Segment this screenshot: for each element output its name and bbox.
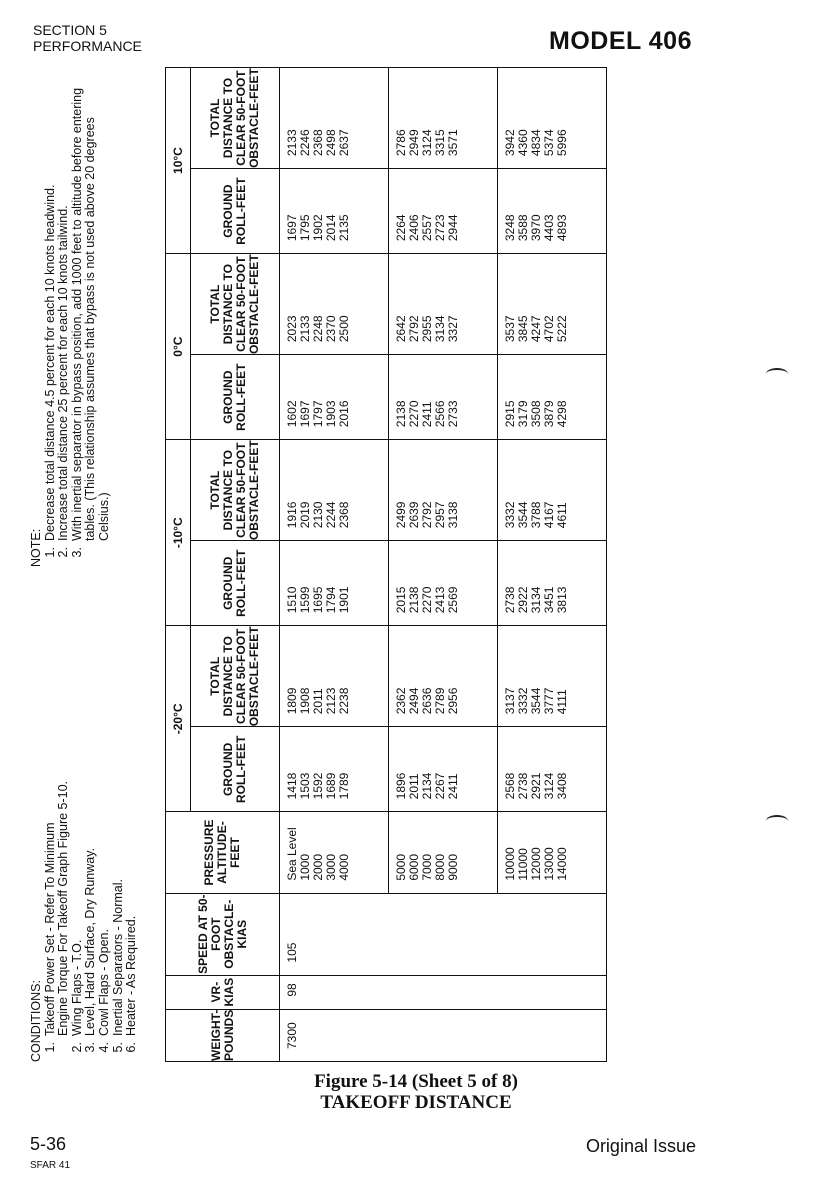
total-distance-value: 2639 bbox=[407, 501, 421, 529]
altitude-value: 6000 bbox=[407, 853, 421, 881]
total-distance-value: 2494 bbox=[407, 687, 421, 715]
item-text: Engine Torque For Takeoff Graph Figure 5-10. bbox=[56, 780, 71, 1036]
ground-roll-value: 4893 bbox=[555, 214, 569, 242]
total-distance-cell bbox=[498, 440, 607, 541]
total-distance-value: 3942 bbox=[503, 129, 517, 157]
total-distance-cell bbox=[280, 68, 389, 169]
item-number: 2. bbox=[69, 1042, 84, 1053]
total-distance-value: 2244 bbox=[324, 501, 338, 529]
item-number: 3. bbox=[69, 547, 84, 558]
item-number: 6. bbox=[124, 1042, 139, 1053]
total-distance-value: 2955 bbox=[420, 315, 434, 343]
ground-roll-value: 3508 bbox=[529, 400, 543, 428]
total-distance-value: 1809 bbox=[285, 687, 299, 715]
table-body bbox=[280, 68, 607, 1062]
ground-roll-value: 2723 bbox=[433, 214, 447, 242]
ground-roll-value: 1697 bbox=[285, 214, 299, 242]
ground-roll-value: 3408 bbox=[555, 772, 569, 800]
item-text: Celsius.) bbox=[96, 492, 111, 541]
total-distance-cell bbox=[389, 626, 498, 727]
temp-header-2: -10°C bbox=[166, 440, 191, 626]
ground-roll-value: 2738 bbox=[516, 772, 530, 800]
item-number bbox=[84, 541, 98, 567]
ground-roll-value: 3879 bbox=[542, 400, 556, 428]
item-number: 1. bbox=[42, 1042, 57, 1053]
ground-roll-cell bbox=[389, 355, 498, 440]
item-number: 2. bbox=[56, 547, 71, 558]
weight-cell: 7300 bbox=[280, 1009, 607, 1061]
ground-roll-value: 2733 bbox=[446, 400, 460, 428]
ground-roll-cell bbox=[280, 169, 389, 254]
list-item bbox=[125, 572, 139, 1062]
total-distance-value: 2238 bbox=[337, 687, 351, 715]
ground-roll-cell bbox=[498, 355, 607, 440]
ground-roll-value: 2138 bbox=[394, 400, 408, 428]
ground-roll-value: 3588 bbox=[516, 214, 530, 242]
total-distance-header: TOTAL DISTANCE TO CLEAR 50-FOOT OBSTACLE-FEET bbox=[191, 68, 280, 169]
total-distance-cell bbox=[280, 254, 389, 355]
total-distance-value: 3332 bbox=[503, 501, 517, 529]
total-distance-value: 2370 bbox=[324, 315, 338, 343]
total-distance-value: 2636 bbox=[420, 687, 434, 715]
conditions-list bbox=[44, 572, 139, 1062]
ground-roll-value: 2557 bbox=[420, 214, 434, 242]
ground-roll-value: 1592 bbox=[311, 772, 325, 800]
ground-roll-cell bbox=[389, 727, 498, 812]
total-distance-value: 5374 bbox=[542, 129, 556, 157]
ground-roll-value: 1901 bbox=[337, 586, 351, 614]
item-text: With inertial separator in bypass position, add 1000 feet to altitude before entering bbox=[69, 87, 84, 541]
total-distance-value: 3845 bbox=[516, 315, 530, 343]
ground-roll-cell bbox=[498, 727, 607, 812]
speed-header: SPEED AT 50-FOOT OBSTACLE-KIAS bbox=[166, 893, 280, 975]
total-distance-value: 3537 bbox=[503, 315, 517, 343]
ground-roll-value: 2135 bbox=[337, 214, 351, 242]
ground-roll-value: 2134 bbox=[420, 772, 434, 800]
list-item bbox=[71, 572, 85, 1062]
altitude-value: 12000 bbox=[529, 847, 543, 881]
total-distance-value: 3124 bbox=[420, 129, 434, 157]
ground-roll-value: 1510 bbox=[285, 586, 299, 614]
ground-roll-value: 1896 bbox=[394, 772, 408, 800]
ground-roll-cell bbox=[280, 727, 389, 812]
ground-roll-value: 2011 bbox=[407, 773, 421, 800]
list-item bbox=[71, 47, 85, 567]
vr-cell: 98 bbox=[280, 975, 607, 1009]
ground-roll-value: 2922 bbox=[516, 586, 530, 614]
total-distance-value: 4360 bbox=[516, 129, 530, 157]
altitude-cell bbox=[389, 812, 498, 893]
ground-roll-header: GROUND ROLL-FEET bbox=[191, 169, 280, 254]
total-distance-cell bbox=[280, 440, 389, 541]
total-distance-value: 3315 bbox=[433, 129, 447, 157]
total-distance-value: 3777 bbox=[542, 687, 556, 715]
total-distance-value: 2011 bbox=[311, 688, 325, 715]
altitude-value: Sea Level bbox=[285, 827, 299, 881]
total-distance-value: 2789 bbox=[433, 687, 447, 715]
temperature-header-row bbox=[166, 68, 191, 1062]
item-text: Cowl Flaps - Open. bbox=[96, 929, 111, 1036]
total-distance-value: 2500 bbox=[337, 315, 351, 343]
total-distance-value: 2023 bbox=[285, 315, 299, 343]
total-distance-cell bbox=[498, 68, 607, 169]
ground-roll-value: 2014 bbox=[324, 214, 338, 242]
altitude-value: 4000 bbox=[337, 853, 351, 881]
ground-roll-value: 2406 bbox=[407, 214, 421, 242]
ground-roll-value: 2413 bbox=[433, 586, 447, 614]
ground-roll-value: 2270 bbox=[420, 586, 434, 614]
ground-roll-value: 3124 bbox=[542, 772, 556, 800]
ground-roll-value: 1695 bbox=[311, 586, 325, 614]
total-distance-value: 3134 bbox=[433, 315, 447, 343]
ground-roll-value: 1418 bbox=[285, 772, 299, 800]
ground-roll-cell bbox=[389, 541, 498, 626]
total-distance-value: 2792 bbox=[420, 501, 434, 529]
total-distance-value: 1916 bbox=[285, 501, 299, 529]
speed-cell: 105 bbox=[280, 893, 607, 975]
item-text: Decrease total distance 4.5 percent for each 10 knots headwind. bbox=[42, 184, 57, 541]
ground-roll-value: 3179 bbox=[516, 400, 530, 428]
sfar-label: SFAR 41 bbox=[30, 1160, 71, 1171]
notes-block bbox=[30, 47, 112, 567]
ground-roll-value: 2569 bbox=[446, 586, 460, 614]
altitude-value: 8000 bbox=[433, 853, 447, 881]
list-item bbox=[112, 572, 126, 1062]
ground-roll-value: 1795 bbox=[298, 214, 312, 242]
altitude-value: 1000 bbox=[298, 853, 312, 881]
ground-roll-value: 1797 bbox=[311, 400, 325, 428]
list-item bbox=[98, 47, 112, 567]
ground-roll-value: 2915 bbox=[503, 400, 517, 428]
total-distance-value: 2123 bbox=[324, 687, 338, 715]
total-distance-value: 3544 bbox=[516, 501, 530, 529]
ground-roll-value: 2738 bbox=[503, 586, 517, 614]
section-label: SECTION 5 bbox=[33, 22, 107, 38]
ground-roll-cell bbox=[498, 169, 607, 254]
total-distance-value: 2637 bbox=[337, 129, 351, 157]
rotated-content bbox=[30, 62, 610, 1062]
vr-header: VR-KIAS bbox=[166, 975, 280, 1009]
ground-roll-value: 2921 bbox=[529, 772, 543, 800]
ground-roll-value: 1602 bbox=[285, 400, 299, 428]
ground-roll-value: 3248 bbox=[503, 214, 517, 242]
list-item bbox=[98, 572, 112, 1062]
total-distance-value: 4111 bbox=[555, 689, 569, 715]
altitude-value: 7000 bbox=[420, 853, 434, 881]
caption-line-1: Figure 5-14 (Sheet 5 of 8) bbox=[314, 1071, 518, 1092]
altitude-value: 3000 bbox=[324, 853, 338, 881]
total-distance-value: 2368 bbox=[311, 129, 325, 157]
ground-roll-header: GROUND ROLL-FEET bbox=[191, 541, 280, 626]
page-number: 5-36 bbox=[30, 1134, 67, 1154]
conditions-block bbox=[30, 572, 139, 1062]
list-item bbox=[84, 47, 98, 567]
ground-roll-value: 2944 bbox=[446, 214, 460, 242]
ground-roll-value: 2568 bbox=[503, 772, 517, 800]
total-distance-value: 4834 bbox=[529, 129, 543, 157]
temp-header-4: 10°C bbox=[166, 68, 191, 254]
altitude-cell bbox=[280, 812, 389, 893]
total-distance-cell bbox=[389, 440, 498, 541]
ground-roll-value: 1902 bbox=[311, 214, 325, 242]
notes-title: NOTE: bbox=[29, 528, 43, 567]
ground-roll-header: GROUND ROLL-FEET bbox=[191, 727, 280, 812]
ground-roll-value: 2411 bbox=[420, 401, 434, 428]
total-distance-header: TOTAL DISTANCE TO CLEAR 50-FOOT OBSTACLE-FEET bbox=[191, 626, 280, 727]
altitude-cell bbox=[498, 812, 607, 893]
item-text: Level, Hard Surface, Dry Runway. bbox=[83, 847, 98, 1036]
weight-header: WEIGHT-POUNDS bbox=[166, 1009, 280, 1061]
total-distance-header: TOTAL DISTANCE TO CLEAR 50-FOOT OBSTACLE-FEET bbox=[191, 440, 280, 541]
total-distance-cell bbox=[498, 254, 607, 355]
list-item bbox=[44, 47, 58, 567]
altitude-value: 14000 bbox=[555, 847, 569, 881]
total-distance-value: 5996 bbox=[555, 129, 569, 157]
altitude-value: 9000 bbox=[446, 853, 460, 881]
altitude-value: 13000 bbox=[542, 847, 556, 881]
ground-roll-header: GROUND ROLL-FEET bbox=[191, 355, 280, 440]
total-distance-value: 2133 bbox=[298, 315, 312, 343]
conditions-title: CONDITIONS: bbox=[29, 980, 43, 1062]
table-row bbox=[280, 68, 389, 1062]
ground-roll-value: 1903 bbox=[324, 400, 338, 428]
item-number: 1. bbox=[42, 547, 57, 558]
item-text: tables. (This relationship assumes that bypass is not used above 20 degrees bbox=[83, 117, 98, 541]
margin-mark bbox=[766, 815, 788, 827]
ground-roll-value: 2411 bbox=[446, 773, 460, 800]
total-distance-value: 2248 bbox=[311, 315, 325, 343]
ground-roll-value: 1689 bbox=[324, 772, 338, 800]
item-number bbox=[57, 1036, 71, 1062]
altitude-value: 5000 bbox=[394, 853, 408, 881]
temp-header-3: 0°C bbox=[166, 254, 191, 440]
total-distance-cell bbox=[389, 254, 498, 355]
total-distance-value: 2956 bbox=[446, 687, 460, 715]
caption-line-2: TAKEOFF DISTANCE bbox=[320, 1092, 512, 1113]
ground-roll-value: 3813 bbox=[555, 586, 569, 614]
takeoff-distance-table bbox=[165, 67, 607, 1062]
total-distance-value: 3544 bbox=[529, 687, 543, 715]
ground-roll-value: 1789 bbox=[337, 772, 351, 800]
ground-roll-value: 2264 bbox=[394, 214, 408, 242]
item-text: Inertial Separators - Normal. bbox=[110, 878, 125, 1036]
ground-roll-value: 2267 bbox=[433, 772, 447, 800]
subsection-label: PERFORMANCE bbox=[33, 38, 142, 54]
ground-roll-value: 2138 bbox=[407, 586, 421, 614]
altitude-value: 11000 bbox=[516, 848, 530, 881]
total-distance-value: 4611 bbox=[555, 502, 569, 529]
total-distance-value: 2133 bbox=[285, 129, 299, 157]
total-distance-value: 2498 bbox=[324, 129, 338, 157]
altitude-header: PRESSURE ALTITUDE-FEET bbox=[166, 812, 280, 893]
total-distance-value: 2368 bbox=[337, 501, 351, 529]
item-text: Takeoff Power Set - Refer To Minimum bbox=[42, 822, 57, 1036]
ground-roll-value: 1599 bbox=[298, 586, 312, 614]
total-distance-header: TOTAL DISTANCE TO CLEAR 50-FOOT OBSTACLE-FEET bbox=[191, 254, 280, 355]
ground-roll-value: 4403 bbox=[542, 214, 556, 242]
total-distance-value: 3332 bbox=[516, 687, 530, 715]
ground-roll-cell bbox=[389, 169, 498, 254]
altitude-value: 10000 bbox=[503, 847, 517, 881]
total-distance-value: 2130 bbox=[311, 501, 325, 529]
altitude-value: 2000 bbox=[311, 853, 325, 881]
total-distance-value: 2019 bbox=[298, 501, 312, 529]
total-distance-value: 5222 bbox=[555, 315, 569, 343]
item-number: 4. bbox=[96, 1042, 111, 1053]
ground-roll-value: 2015 bbox=[394, 586, 408, 614]
ground-roll-cell bbox=[280, 541, 389, 626]
ground-roll-value: 3134 bbox=[529, 586, 543, 614]
item-number bbox=[98, 541, 112, 567]
total-distance-cell bbox=[389, 68, 498, 169]
ground-roll-value: 2566 bbox=[433, 400, 447, 428]
total-distance-value: 3788 bbox=[529, 501, 543, 529]
total-distance-value: 3571 bbox=[446, 129, 460, 157]
total-distance-value: 3137 bbox=[503, 687, 517, 715]
total-distance-value: 2949 bbox=[407, 129, 421, 157]
total-distance-value: 3138 bbox=[446, 501, 460, 529]
total-distance-value: 2957 bbox=[433, 501, 447, 529]
total-distance-value: 4167 bbox=[542, 501, 556, 529]
total-distance-value: 1908 bbox=[298, 687, 312, 715]
list-item bbox=[57, 572, 71, 1062]
figure-caption bbox=[0, 1071, 832, 1113]
total-distance-value: 2642 bbox=[394, 315, 408, 343]
total-distance-cell bbox=[280, 626, 389, 727]
ground-roll-value: 1794 bbox=[324, 586, 338, 614]
ground-roll-cell bbox=[498, 541, 607, 626]
item-text: Wing Flaps - T.O. bbox=[69, 939, 84, 1036]
list-item bbox=[84, 572, 98, 1062]
total-distance-value: 4702 bbox=[542, 315, 556, 343]
total-distance-cell bbox=[498, 626, 607, 727]
total-distance-value: 4247 bbox=[529, 315, 543, 343]
ground-roll-value: 3970 bbox=[529, 214, 543, 242]
total-distance-value: 2246 bbox=[298, 129, 312, 157]
total-distance-value: 2786 bbox=[394, 129, 408, 157]
total-distance-value: 3327 bbox=[446, 315, 460, 343]
list-item bbox=[44, 572, 58, 1062]
total-distance-value: 2499 bbox=[394, 501, 408, 529]
list-item bbox=[57, 47, 71, 567]
total-distance-value: 2362 bbox=[394, 687, 408, 715]
item-text: Increase total distance 25 percent for each 10 knots tailwind. bbox=[56, 205, 71, 541]
ground-roll-cell bbox=[280, 355, 389, 440]
ground-roll-value: 3451 bbox=[542, 586, 556, 614]
issue-label: Original Issue bbox=[585, 1136, 696, 1156]
ground-roll-value: 2016 bbox=[337, 400, 351, 428]
ground-roll-value: 4298 bbox=[555, 400, 569, 428]
item-number: 5. bbox=[110, 1042, 125, 1053]
model-title: MODEL 406 bbox=[549, 27, 692, 55]
ground-roll-value: 1503 bbox=[298, 772, 312, 800]
item-number: 3. bbox=[83, 1042, 98, 1053]
temp-header-1: -20°C bbox=[166, 626, 191, 812]
total-distance-value: 2792 bbox=[407, 315, 421, 343]
ground-roll-value: 2270 bbox=[407, 400, 421, 428]
ground-roll-value: 1697 bbox=[298, 400, 312, 428]
item-text: Heater - As Required. bbox=[124, 915, 139, 1036]
notes-list bbox=[44, 47, 112, 567]
margin-mark bbox=[766, 368, 788, 380]
